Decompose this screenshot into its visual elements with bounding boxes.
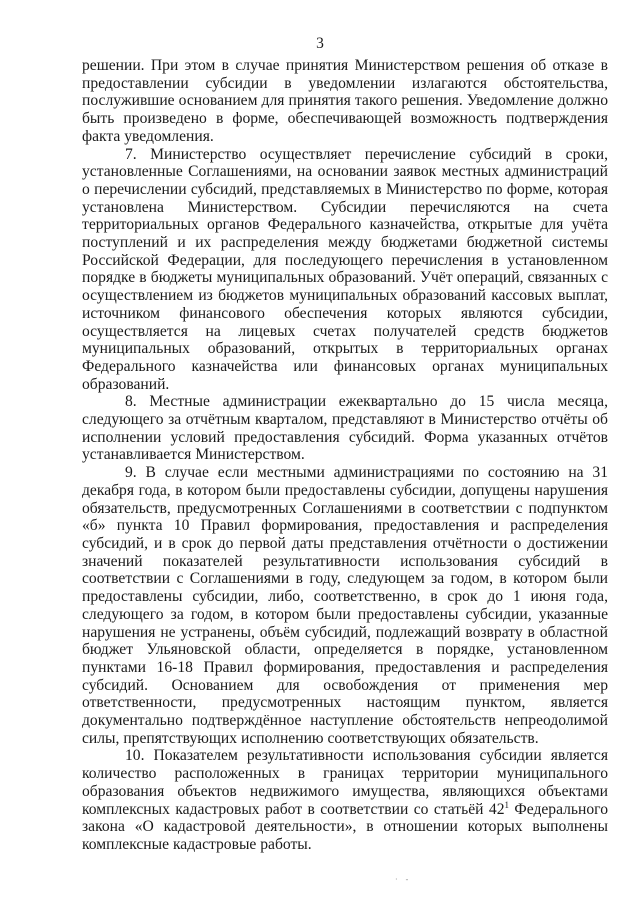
article-superscript: 1 [504,799,509,810]
scan-mark: · - [395,875,412,884]
paragraph-8: 8. Местные администрации ежеквартально до 15 числа месяца, следующего за отчётным кварталом, представляют в Министерство отчёты об исполнении условий предоставления субсидий. Форма указанных отчётов устанавливается Министерством. [82,393,608,464]
paragraph-10-part-1: 10. Показателем результативности использования субсидии является количество расположенных в границах территории муниципального образования объектов недвижимого имущества, являющихся объектами комплексных кадастровых работ в соответствии со статьёй 42 [82,747,608,818]
page-number: 3 [316,35,324,52]
paragraph-7: 7. Министерство осуществляет перечисление субсидий в сроки, установленные Соглашениями, на основании заявок местных администраций о перечислении субсидий, представляемых в Министерство по форме, которая установлена Министерством. Субсидии перечисляются на счета территориальных органов Федерального казначейства, открытые для учёта поступлений и их распределения между бюджетами бюджетной системы Российской Федерации, для последующего перечисления в установленном порядке в бюджеты муниципальных образований. Учёт операций, связанных с осуществлением из бюджетов муниципальных образований кассовых выплат, источником финансового обеспечения которых являются субсидии, осуществляется на лицевых счетах получателей средств бюджетов муниципальных образований, открытых в территориальных органах Федерального казначейства или финансовых органах муниципальных образований. [82,145,608,393]
paragraph-10 [82,747,608,853]
paragraph-9: 9. В случае если местными администрациями по состоянию на 31 декабря года, в котором были предоставлены субсидии, допущены нарушения обязательств, предусмотренных Соглашениями в соответствии с подпунктом «б» пункта 10 Правил формирования, предоставления и распределения субсидий, и в срок до первой даты представления отчётности о достижении значений показателей результативности использования субсидий в соответствии с Соглашениями в году, следующем за годом, в котором были предоставлены субсидии, либо, соответственно, в срок до 1 июня года, следующего за годом, в котором были предоставлены субсидии, указанные нарушения не устранены, объём субсидий, подлежащий возврату в областной бюджет Ульяновской области, определяется в порядке, установленном пунктами 16-18 Правил формирования, предоставления и распределения субсидий. Основанием для освобождения от применения мер ответственности, предусмотренных настоящим пунктом, является документально подтверждённое наступление обстоятельств непреодолимой силы, препятствующих исполнению соответствующих обязательств. [82,464,608,747]
paragraph-continuation: решении. При этом в случае принятия Министерством решения об отказе в предоставлении субсидии в уведомлении излагаются обстоятельства, послужившие основанием для принятия такого решения. Уведомление должно быть произведено в форме, обеспечивающей возможность подтверждения факта уведомления. [82,57,608,145]
paragraph-10-part-2: Федерального закона «О кадастровой деятельности», в отношении которых выполнены комплексные кадастровые работы. [82,800,608,853]
document-body [82,57,608,854]
